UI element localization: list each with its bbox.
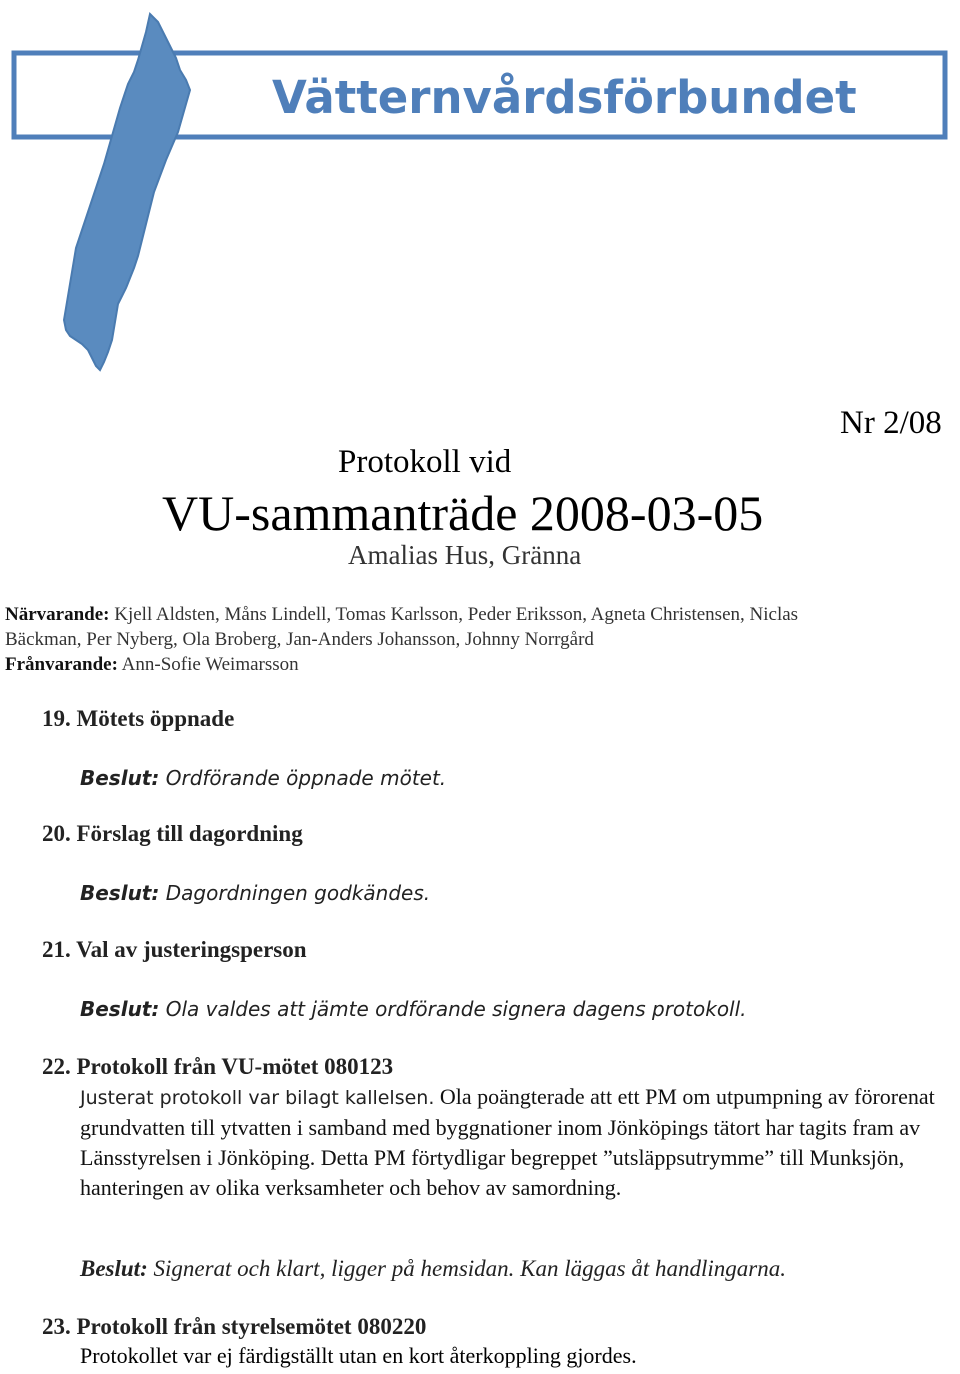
item-20-decision [80,880,430,906]
item-22-text [80,1082,940,1203]
decision-text: Signerat och klart, ligger på hemsidan. Kan läggas åt handlingarna. [147,1256,786,1281]
present-names-1: Kjell Aldsten, Måns Lindell, Tomas Karlsson, Peder Eriksson, Agneta Christensen, Niclas [109,604,799,625]
item-19-heading: 19. Mötets öppnade [42,706,235,731]
item-20-heading: 20. Förslag till dagordning [42,821,303,846]
document-heading: Protokoll vid [338,444,512,480]
attendance-section [5,602,955,677]
present-list [5,602,955,627]
item-22-details: Ola poängterade att ett PM om utpumpning av förorenat grundvatten till ytvatten i samband med byggnationer inom Jönköpings tätort har tagits fram av Länsstyrelsen i Jönköping. Detta PM förtydligar begreppet ”utsläppsutrymme” till Munksjön, hanteringen av olika verksamheter och behov av samordning. [80,1084,935,1200]
decision-text: Ordförande öppnade mötet. [159,766,447,790]
item-21-decision [80,996,747,1022]
document-title: VU-sammanträde 2008-03-05 [162,485,764,541]
organisation-logo [0,0,960,380]
item-21-heading: 21. Val av justeringsperson [42,937,307,962]
decision-text: Ola valdes att jämte ordförande signera dagens protokoll. [159,997,747,1021]
decision-label: Beslut: [80,766,160,790]
lake-vattern-shape [64,14,190,370]
item-22-intro: Justerat protokoll var bilagt kallelsen. [80,1087,435,1109]
item-19-decision [80,765,446,791]
meeting-location: Amalias Hus, Gränna [348,540,582,570]
item-23-heading: 23. Protokoll från styrelsemötet 080220 [42,1314,427,1339]
decision-label: Beslut: [80,881,160,905]
item-22-heading: 22. Protokoll från VU-mötet 080123 [42,1054,394,1079]
item-22-decision [80,1256,786,1282]
org-name: Vätternvårdsförbundet [272,71,857,124]
item-23-text: Protokollet var ej färdigställt utan en kort återkoppling gjordes. [80,1343,637,1368]
issue-number: Nr 2/08 [840,405,942,441]
decision-label: Beslut: [80,1256,148,1281]
decision-text: Dagordningen godkändes. [159,881,431,905]
decision-label: Beslut: [80,997,160,1021]
absent-names: Ann-Sofie Weimarsson [117,654,299,675]
present-label: Närvarande: [5,604,110,625]
present-list-continued: Bäckman, Per Nyberg, Ola Broberg, Jan-Anders Johansson, Johnny Norrgård [5,629,594,650]
absent-label: Frånvarande: [5,654,118,675]
absent-list [5,652,955,677]
